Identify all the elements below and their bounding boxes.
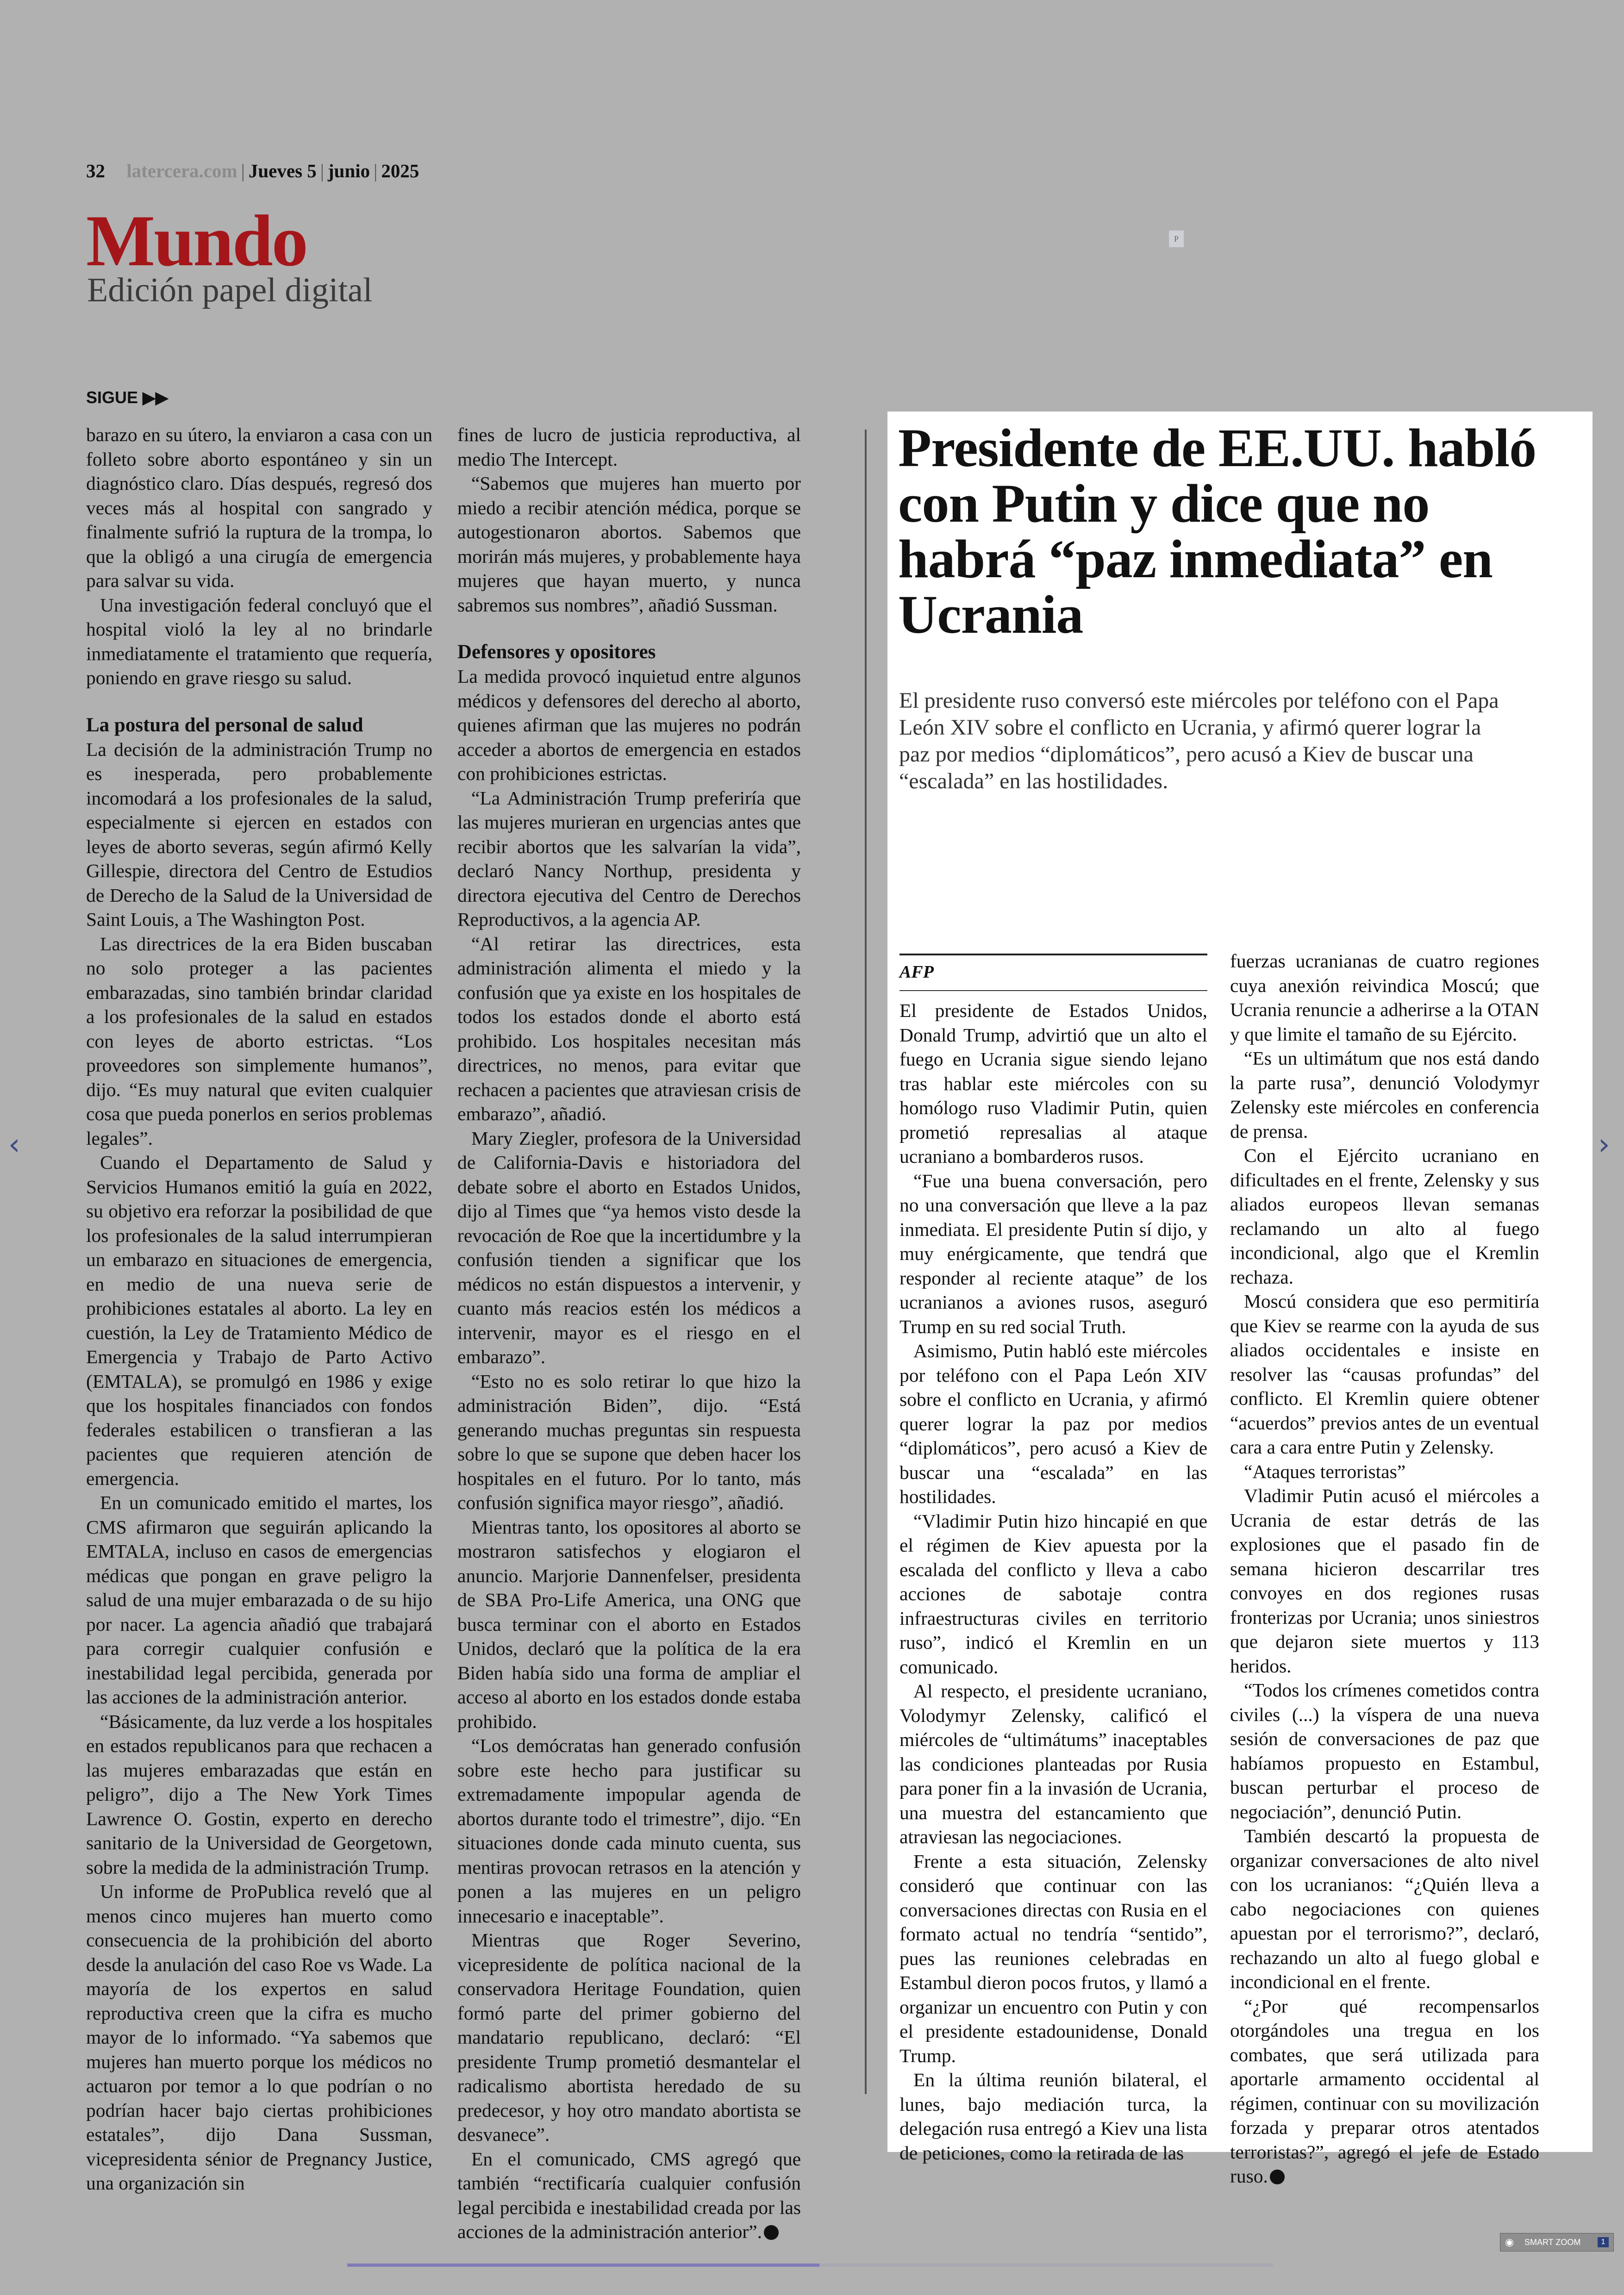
paragraph: Mientras que Roger Severino, vicepresidente de política nacional de la conservadora Heritage Foundation, quien formó parte del primer gobierno del mandatario republicano, declaró: “El presidente Trump prometió desmantelar el radicalismo abortista heredado de su predecesor, y hoy otro mandato abortista se desvanece”. (457, 1929, 801, 2145)
paragraph: Las directrices de la era Biden buscaban no solo proteger a las pacientes embarazadas, sino también brindar claridad a los profesionales de la salud en estados con leyes de aborto estrictas. “Los proveedores son simplemente humanos”, dijo. “Es muy natural que eviten cualquier cosa que pueda ponerlos en serios problemas legales”. (86, 933, 432, 1149)
paragraph: El presidente de Estados Unidos, Donald Trump, advirtió que un alto el fuego en Ucrania sigue siendo lejano tras hablar este miércoles con su homólogo ruso Vladimir Putin, quien prometió represalias al ataque ucraniano a bombarderos rusos. (899, 1000, 1207, 1167)
paragraph: Una investigación federal concluyó que el hospital violó la ley al no brindarle inmediatamente el tratamiento que requería, poniendo en grave riesgo su salud. (86, 594, 432, 688)
right-article-column-2 (1230, 949, 1539, 2189)
header-month: junio (328, 160, 370, 181)
article-headline: Presidente de EE.UU. habló con Putin y dice que no habrá “paz inmediata” en Ucrania (898, 418, 1537, 645)
prev-page-icon[interactable]: ‹ (8, 1128, 20, 1162)
right-article-column-1 (899, 998, 1207, 2165)
header-year: 2025 (381, 160, 419, 181)
paragraph: “Ataques terroristas” (1244, 1460, 1406, 1482)
paragraph: La medida provocó inquietud entre algunos médicos y defensores del derecho al aborto, quienes afirman que las mujeres no podrán acceder a abortos de emergencia en estados con prohibiciones estrictas. (457, 666, 801, 784)
paragraph: En un comunicado emitido el martes, los CMS afirmaron que seguirán aplicando la EMTALA, incluso en casos de emergencias médicas que pongan en grave peligro la salud de una mujer embarazada o de su hijo por nacer. La agencia añadió que trabajará para corregir cualquier confusión e inestabilidad legal percibida, generada por las acciones de la administración anterior. (86, 1492, 432, 1708)
header-separator: | (374, 160, 378, 181)
paragraph: fines de lucro de justicia reproductiva, al medio The Intercept. (457, 424, 801, 470)
paragraph: En el comunicado, CMS agregó que también “rectificaría cualquier confusión legal percibida e inestabilidad creada por las acciones de la administración anterior”. (457, 2148, 801, 2242)
paragraph: “¿Por qué recompensarlos otorgándoles una tregua en los combates, que será utilizada para aportarle armamento occidental al régimen, continuar con su movilización forzada y preparar otros atentados terroristas?”, agregó el jefe de Estado ruso. (1230, 1995, 1539, 2187)
paragraph: Vladimir Putin acusó el miércoles a Ucrania de estar detrás de las explosiones que el pasado fin de semana hicieron descarrilar tres convoyes en dos regiones rusas fronterizas por Ucrania; unos siniestros que dejaron siete muertos y 113 heridos. (1230, 1485, 1539, 1677)
subheading: Defensores y opositores (457, 641, 656, 663)
paragraph: La decisión de la administración Trump no es inesperada, pero probablemente incomodará a los profesionales de la salud, especialmente si ejercen en estados con leyes de aborto severas, según afirmó Kelly Gillespie, directora del Centro de Estudios de Derecho de la Salud de la Universidad de Saint Louis, a The Washington Post. (86, 738, 432, 930)
section-title: Mundo (86, 200, 307, 281)
column-divider (865, 430, 867, 2094)
byline-rule (899, 990, 1207, 991)
paragraph: Moscú considera que eso permitiría que Kiev se rearme con la ayuda de sus aliados occidentales e insiste en resolver las “causas profundas” del conflicto. El Kremlin quiere obtener “acuerdos” previos antes de un eventual cara a cara entre Putin y Zelensky. (1230, 1291, 1539, 1458)
paragraph: “Sabemos que mujeres han muerto por miedo a recibir atención médica, porque se autogestionaron abortos. Sabemos que morirán más mujeres, y probablemente haya mujeres que hayan muerto, y nunca sabremos sus nombres”, añadió Sussman. (457, 473, 801, 616)
paragraph: “Esto no es solo retirar lo que hizo la administración Biden”, dijo. “Está generando muchas preguntas sin respuesta sobre lo que se supone que deben hacer los hospitales en el futuro. Por lo tanto, más confusión significa mayor riesgo”, añadió. (457, 1370, 801, 1513)
smart-zoom-button[interactable] (1500, 2233, 1614, 2251)
smart-zoom-page-badge: 1 (1598, 2237, 1609, 2247)
header-day: Jueves 5 (248, 160, 317, 181)
paragraph: Un informe de ProPublica reveló que al menos cinco mujeres han muerto como consecuencia de la prohibición del aborto desde la anulación del caso Roe vs Wade. La mayoría de los expertos en salud reproductiva creen que la cifra es mucho mayor de lo informado. “Ya sabemos que mujeres han muerto porque los médicos no actuaron por temor a lo que podrían o no podrían hacer bajo ciertas prohibiciones estatales”, dijo Dana Sussman, vicepresidenta sénior de Pregnancy Justice, una organización sin (86, 1881, 432, 2194)
paragraph: También descartó la propuesta de organizar conversaciones de alto nivel con los ucranianos: “¿Quién lleva a cabo negociaciones con quienes apuestan por el terrorismo?”, declaró, rechazando un alto al fuego global e incondicional en el frente. (1230, 1825, 1539, 1992)
page-number: 32 (86, 160, 105, 181)
page-marker-icon: P (1168, 230, 1184, 248)
paragraph: Mary Ziegler, profesora de la Universidad de California-Davis e historiadora del debate sobre el aborto en Estados Unidos, dijo al Times que “ya hemos visto desde la revocación de Roe que la incertidumbre y la confusión tienden a significar que los médicos no están dispuestos a intervenir, y cuanto más reacios estén los médicos a intervenir, mayor es el riesgo en el embarazo”. (457, 1127, 801, 1367)
paragraph: En la última reunión bilateral, el lunes, bajo mediación turca, la delegación rusa entregó a Kiev una lista de peticiones, como la retirada de las (899, 2069, 1207, 2164)
paragraph: Frente a esta situación, Zelensky consideró que continuar con las conversaciones directas con Rusia en el formato actual no tendría “sentido”, pues las reuniones celebradas en Estambul dieron pocos frutos, y llamó a organizar un encuentro con Putin y con el presidente estadounidense, Donald Trump. (899, 1850, 1207, 2066)
paragraph: “Los demócratas han generado confusión sobre este hecho para justificar su extremadamente impopular agenda de abortos durante todo el trimestre”, dijo. “En situaciones donde cada minuto cuenta, sus mentiras provocan retrasos en la atención y ponen a las mujeres en un peligro innecesario e inaceptable”. (457, 1735, 801, 1927)
left-article-column-1 (86, 423, 432, 2195)
paragraph: fuerzas ucranianas de cuatro regiones cuya anexión reivindica Moscú; que Ucrania renuncie a adherirse a la OTAN y que limite el tamaño de su Ejército. (1230, 950, 1539, 1045)
paragraph: Con el Ejército ucraniano en dificultades en el frente, Zelensky y sus aliados europeos llevan semanas reclamando un alto al fuego incondicional, algo que el Kremlin rechaza. (1230, 1145, 1539, 1288)
paragraph: “Básicamente, da luz verde a los hospitales en estados republicanos para que rechacen a las mujeres embarazadas que están en peligro”, dijo a The New York Times Lawrence O. Gostin, experto en derecho sanitario de la Universidad de Georgetown, sobre la medida de la administración Trump. (86, 1710, 432, 1878)
left-article-column-2 (457, 423, 801, 2244)
paragraph: Asimismo, Putin habló este miércoles por teléfono con el Papa León XIV sobre el conflicto en Ucrania, y afirmó querer lograr la paz por medios “diplomáticos”, pero acusó a Kiev de buscar una “escalada” en las hostilidades. (899, 1340, 1207, 1507)
smart-zoom-label: SMART ZOOM (1524, 2238, 1581, 2247)
paragraph: Cuando el Departamento de Salud y Servicios Humanos emitió la guía en 2022, su objetivo era reforzar la posibilidad de que los profesionales de la salud interrumpieran un embarazo en situaciones de emergencia, en medio de una nueva serie de prohibiciones estatales al aborto. La ley en cuestión, la Ley de Tratamiento Médico de Emergencia y Trabajo de Parto Activo (EMTALA), se promulgó en 1986 y exige que los hospitales financiados con fondos federales estabilicen o transfieran a las pacientes que requieren atención de emergencia. (86, 1152, 432, 1489)
paragraph: “Vladimir Putin hizo hincapié en que el régimen de Kiev apuesta por la escalada del conflicto y lleva a cabo acciones de sabotaje contra infraestructuras civiles en territorio ruso”, indicó el Kremlin en un comunicado. (899, 1510, 1207, 1678)
paragraph: “Al retirar las directrices, esta administración alimenta el miedo y la confusión que ya existe en los hospitales de todos los estados donde el aborto está prohibido. Los hospitales necesitan más directrices, no menos, para evitar que rechacen a pacientes que atraviesan crisis de embarazo”, añadió. (457, 933, 801, 1124)
subheading: La postura del personal de salud (86, 714, 363, 736)
paragraph: “Todos los crímenes cometidos contra civiles (...) la víspera de una nueva sesión de conversaciones de paz que habíamos propuesto en Estambul, buscan perturbar el proceso de negociación”, denunció Putin. (1230, 1679, 1539, 1822)
article-byline: AFP (899, 954, 1207, 982)
edition-subtitle: Edición papel digital (87, 271, 373, 309)
header-separator: | (320, 160, 324, 181)
paragraph: Mientras tanto, los opositores al aborto se mostraron satisfechos y elogiaron el anuncio. Marjorie Dannenfelser, presidenta de SBA Pro-Life America, una ONG que busca terminar con el aborto en Estados Unidos, declaró que la política de la era Biden había sido una forma de ampliar el acceso al aborto en los estados donde estaba prohibido. (457, 1516, 801, 1732)
page-progress-fill (347, 2264, 819, 2267)
header-separator: | (241, 160, 245, 181)
paragraph: “Es un ultimátum que nos está dando la parte rusa”, denunció Volodymyr Zelensky este miércoles en conferencia de prensa. (1230, 1048, 1539, 1142)
sigue-label: SIGUE ▶▶ (86, 388, 169, 407)
paragraph: barazo en su útero, la enviaron a casa con un folleto sobre aborto espontáneo y sin un diagnóstico claro. Días después, regresó dos veces más al hospital con sangrado y finalmente sufrió la ruptura de la trompa, lo que la obligó a una cirugía de emergencia para salvar su vida. (86, 424, 432, 591)
page-header (86, 160, 419, 182)
end-mark-icon (1270, 2170, 1285, 2184)
paragraph: Al respecto, el presidente ucraniano, Volodymyr Zelensky, calificó el miércoles de “ultimátums” inaceptables las condiciones planteadas por Rusia para poner fin a la invasión de Ucrania, una muestra del estancamiento que atraviesan las negociaciones. (899, 1680, 1207, 1847)
next-page-icon[interactable]: › (1598, 1128, 1610, 1162)
paragraph: “Fue una buena conversación, pero no una conversación que lleve a la paz inmediata. El presidente Putin sí dijo, y muy enérgicamente, que tendrá que responder al reciente ataque” de los ucranianos a aviones rusos, aseguró Trump en su red social Truth. (899, 1170, 1207, 1337)
eye-icon: ◉ (1505, 2236, 1514, 2248)
end-mark-icon (764, 2225, 779, 2240)
article-deck: El presidente ruso conversó este miércoles por teléfono con el Papa León XIV sobre el conflicto en Ucrania, y afirmó querer lograr la paz por medios “diplomáticos”, pero acusó a Kiev de buscar una “escalada” en las hostilidades. (899, 688, 1499, 793)
site-name: latercera.com (126, 160, 237, 181)
paragraph: “La Administración Trump preferiría que las mujeres murieran en urgencias antes que recibir abortos que les salvarían la vida”, declaró Nancy Northup, presidenta y directora ejecutiva del Centro de Derechos Reproductivos, a la agencia AP. (457, 787, 801, 930)
